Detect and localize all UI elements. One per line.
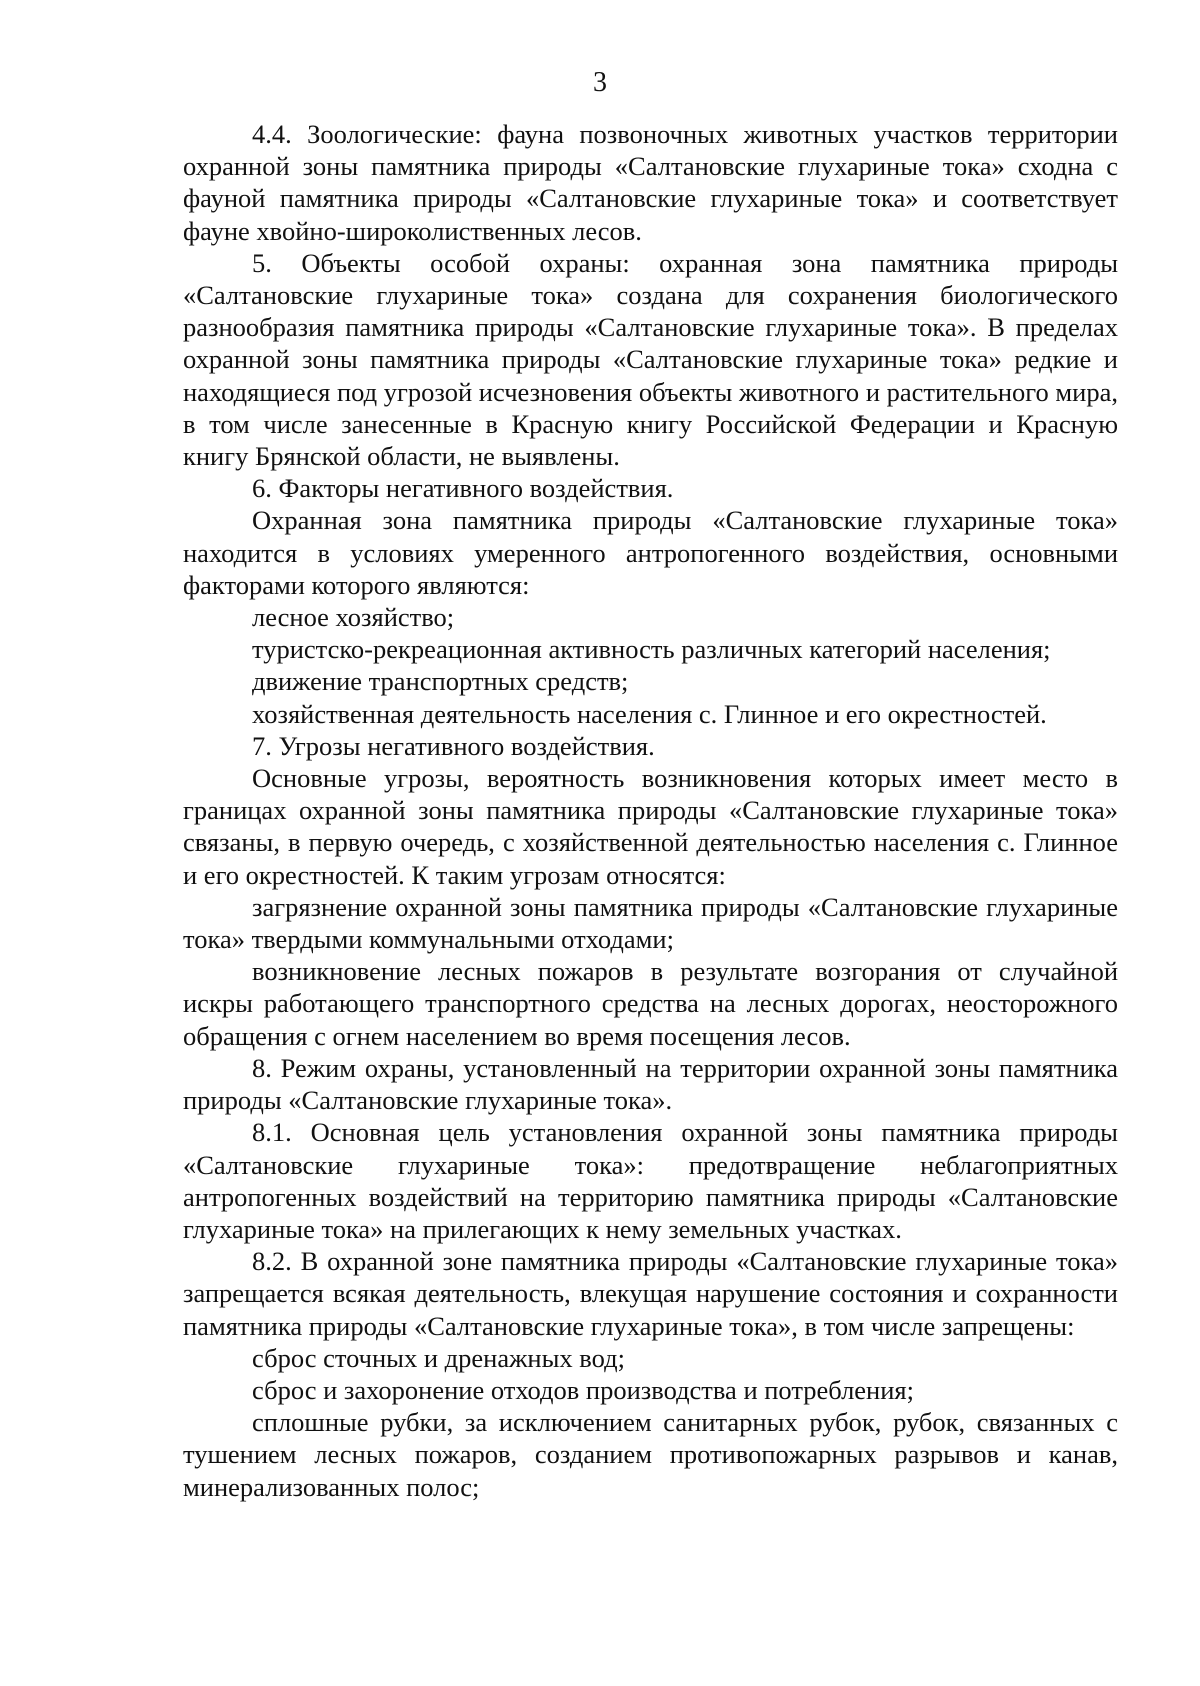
list-item-pollution: загрязнение охранной зоны памятника природы «Салтановские глухариные тока» твердыми коммунальными отходами; bbox=[183, 891, 1118, 955]
paragraph-8-1-main-goal: 8.1. Основная цель установления охранной зоны памятника природы «Салтановские глухариные тока»: предотвращение неблагоприятных антропогенных воздействий на территорию памятника природы «Салтановские глухариные тока» на прилегающих к нему земельных участках. bbox=[183, 1117, 1118, 1244]
heading-8-protection-regime: 8. Режим охраны, установленный на территории охранной зоны памятника природы «Салтановские глухариные тока». bbox=[183, 1052, 1118, 1116]
heading-7-threats: 7. Угрозы негативного воздействия. bbox=[252, 730, 655, 761]
list-item-tourism: туристско-рекреационная активность различных категорий населения; bbox=[252, 634, 1051, 665]
list-item-clear-cutting: сплошные рубки, за исключением санитарных рубок, рубок, связанных с тушением лесных пожаров, созданием противопожарных разрывов и канав, минерализованных полос; bbox=[183, 1407, 1118, 1502]
paragraph-6-description: Охранная зона памятника природы «Салтановские глухариные тока» находится в условиях умеренного антропогенного воздействия, основными факторами которого являются: bbox=[183, 505, 1118, 600]
document-body bbox=[183, 118, 1118, 1503]
list-item-wastewater: сброс сточных и дренажных вод; bbox=[252, 1342, 625, 1373]
list-item-waste-disposal: сброс и захоронение отходов производства и потребления; bbox=[252, 1374, 914, 1405]
list-item-forest-fires: возникновение лесных пожаров в результате возгорания от случайной искры работающего транспортного средства на лесных дорогах, неосторожного обращения с огнем населением во время посещения лесов. bbox=[183, 956, 1118, 1051]
paragraph-4-4-zoological: 4.4. Зоологические: фауна позвоночных животных участков территории охранной зоны памятника природы «Салтановские глухариные тока» сходна с фауной памятника природы «Салтановские глухариные тока» и соответствует фауне хвойно-широколиственных лесов. bbox=[183, 119, 1118, 246]
list-item-forestry: лесное хозяйство; bbox=[252, 602, 455, 633]
paragraph-5-protected-objects: 5. Объекты особой охраны: охранная зона памятника природы «Салтановские глухариные тока» создана для сохранения биологического разнообразия памятника природы «Салтановские глухариные тока». В пределах охранной зоны памятника природы «Салтановские глухариные тока» редкие и находящиеся под угрозой исчезновения объекты животного и растительного мира, в том числе занесенные в Красную книгу Российской Федерации и Красную книгу Брянской области, не выявлены. bbox=[183, 247, 1118, 472]
paragraph-8-2-prohibitions: 8.2. В охранной зоне памятника природы «Салтановские глухариные тока» запрещается всякая деятельность, влекущая нарушение состояния и сохранности памятника природы «Салтановские глухариные тока», в том числе запрещены: bbox=[183, 1246, 1118, 1341]
heading-6-negative-factors: 6. Факторы негативного воздействия. bbox=[252, 473, 674, 504]
list-item-economic-activity: хозяйственная деятельность населения с. Глинное и его окрестностей. bbox=[252, 698, 1047, 729]
list-item-transport: движение транспортных средств; bbox=[252, 666, 629, 697]
paragraph-7-description: Основные угрозы, вероятность возникновения которых имеет место в границах охранной зоны памятника природы «Салтановские глухариные тока» связаны, в первую очередь, с хозяйственной деятельностью населения с. Глинное и его окрестностей. К таким угрозам относятся: bbox=[183, 763, 1118, 890]
page-number: 3 bbox=[593, 67, 607, 98]
